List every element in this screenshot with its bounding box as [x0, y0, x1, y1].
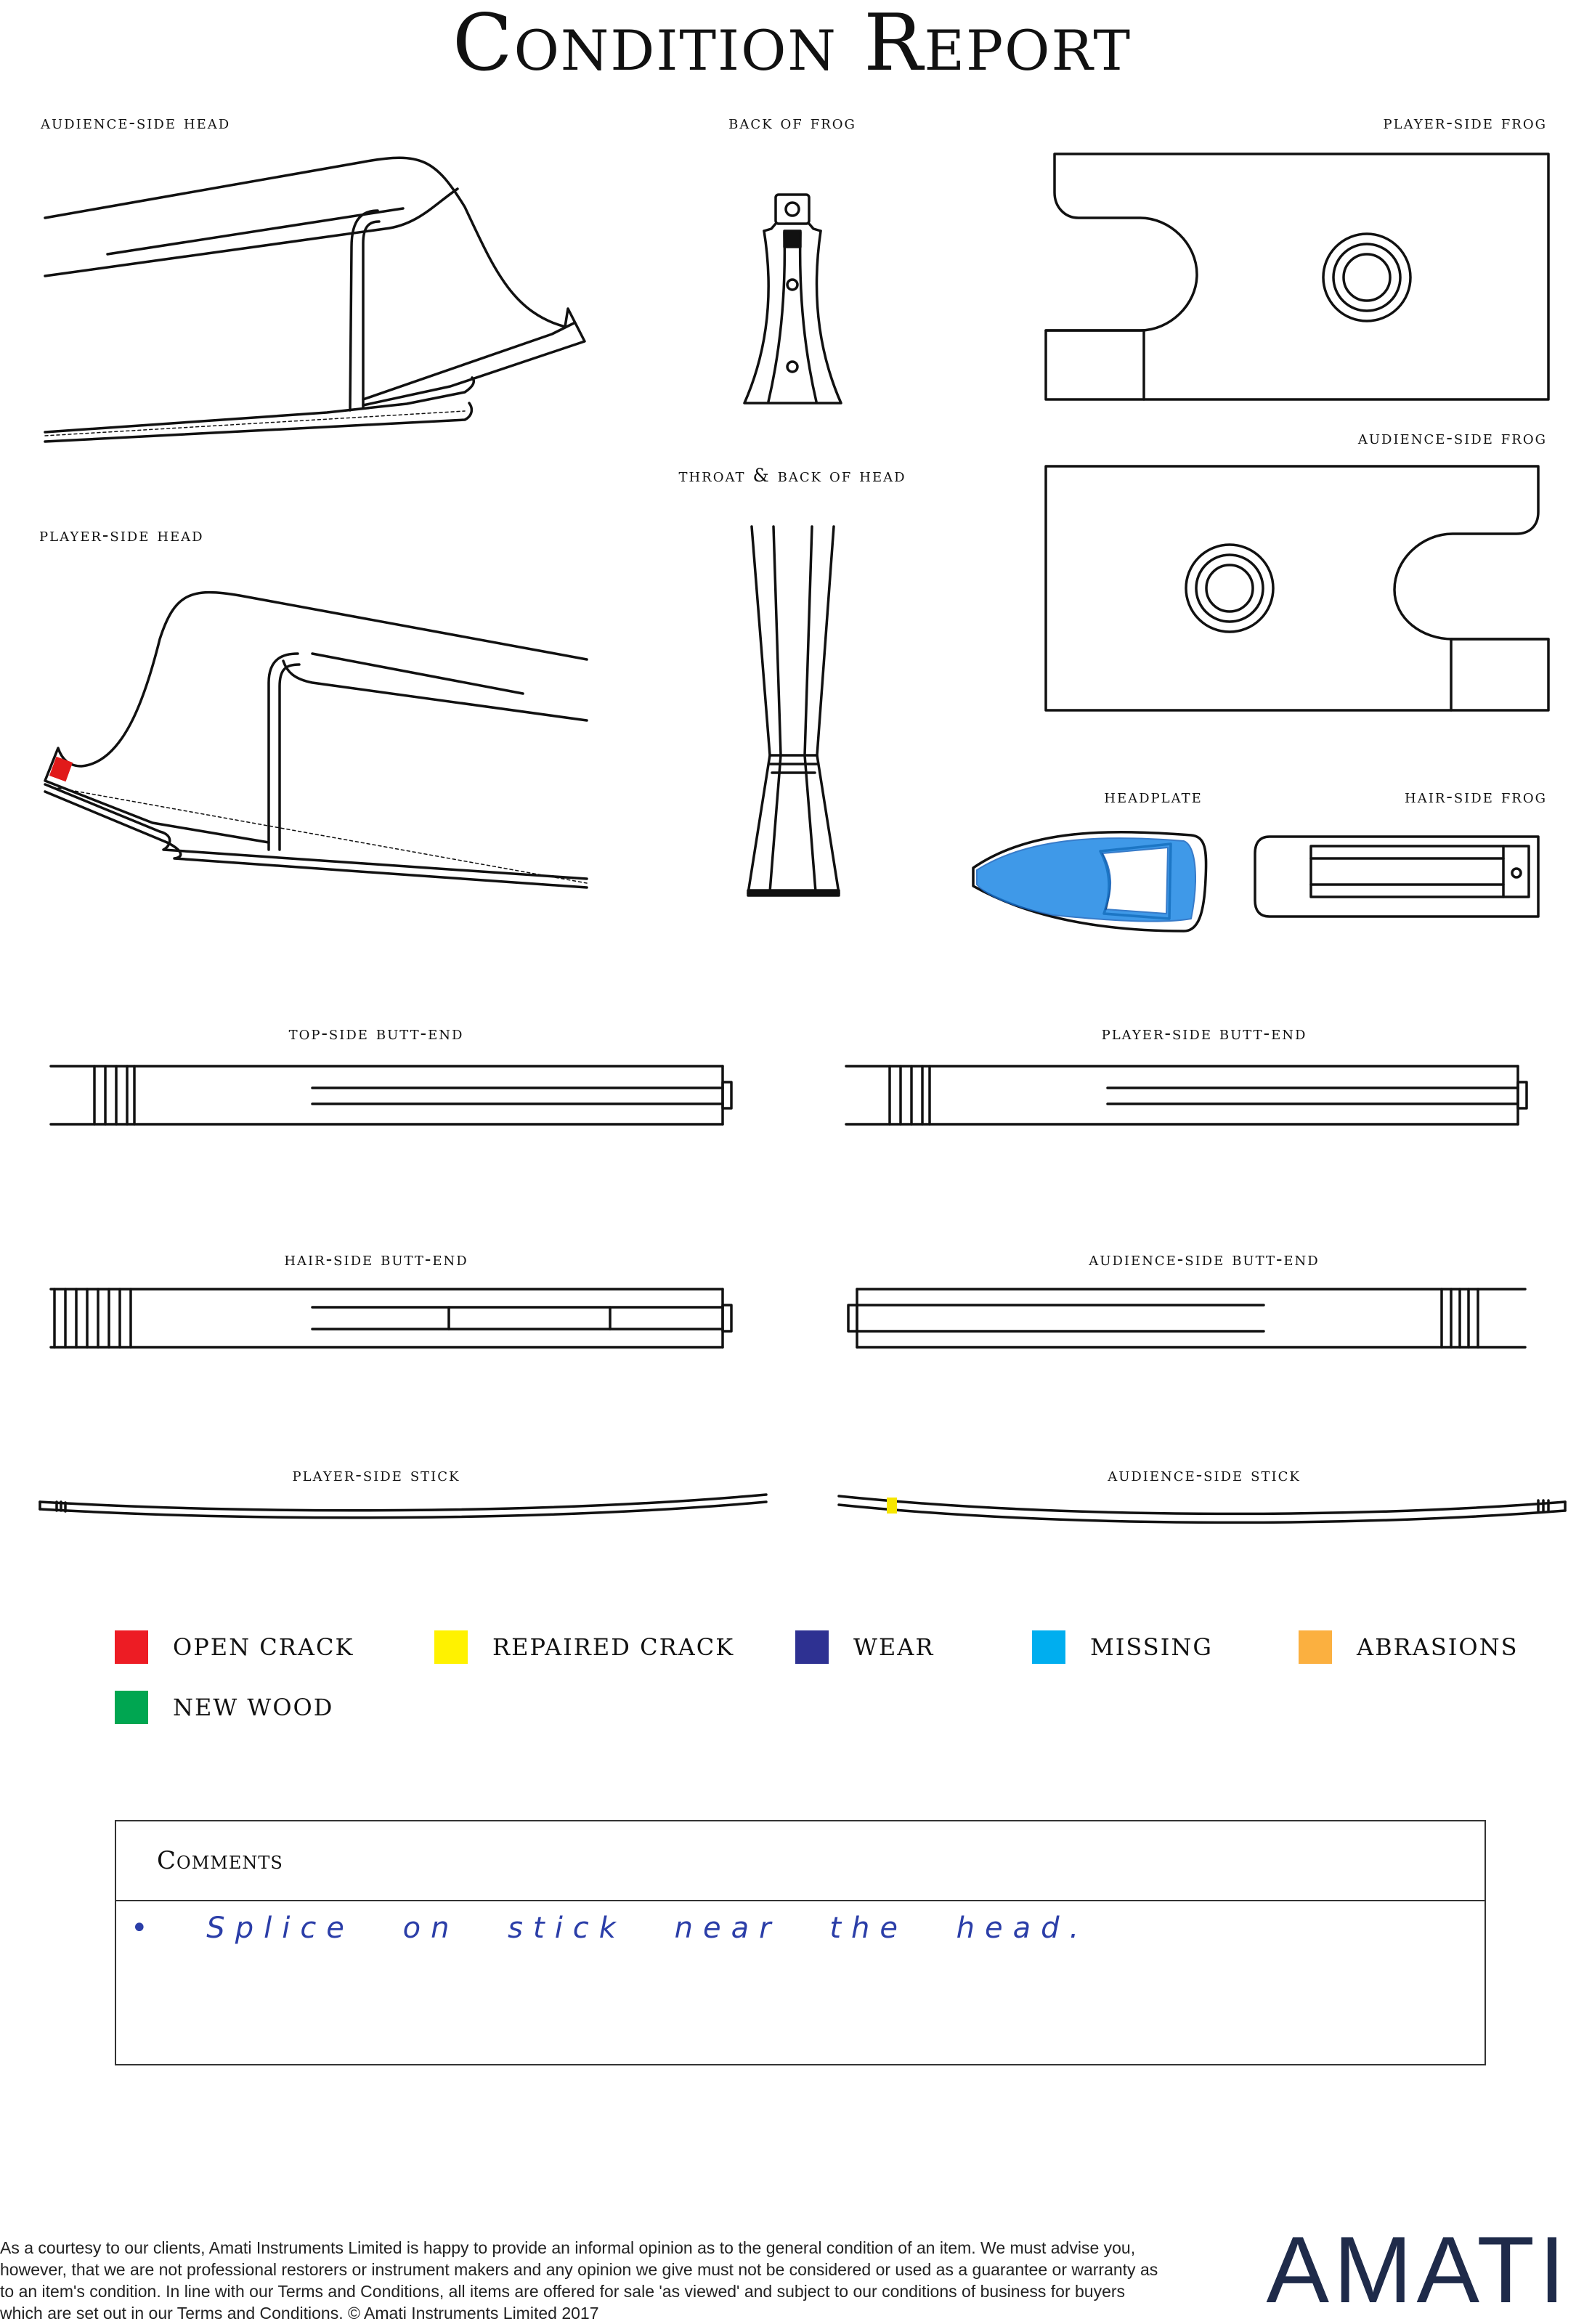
label-player-side-head: player-side head [39, 524, 204, 545]
hair-side-butt-end-drawing [51, 1289, 731, 1347]
player-side-frog-drawing [1046, 154, 1548, 399]
audience-side-stick-drawing [839, 1496, 1565, 1522]
page-title: Condition Report [452, 0, 1132, 89]
back-of-frog-drawing [744, 195, 841, 403]
label-top-side-butt-end: top-side butt-end [288, 1023, 464, 1044]
player-side-butt-end-drawing [846, 1066, 1527, 1124]
legend-new-wood [115, 1691, 333, 1724]
legend-label: ABRASIONS [1357, 1633, 1519, 1661]
label-audience-side-butt-end: audience-side butt-end [1089, 1248, 1320, 1269]
comments-handwritten-text[interactable]: • Splice on stick near the head. [131, 1911, 1089, 1945]
legend-wear [795, 1630, 934, 1664]
label-audience-side-head: audience-side head [41, 112, 231, 133]
label-hair-side-frog: hair-side frog [1405, 786, 1547, 807]
audience-side-head-drawing [45, 158, 585, 442]
player-side-stick-drawing [40, 1495, 766, 1518]
back-of-frog-eyelet [784, 231, 800, 247]
label-player-side-butt-end: player-side butt-end [1101, 1023, 1307, 1044]
legend-swatch-missing [1032, 1630, 1065, 1664]
top-side-butt-end-drawing [51, 1066, 731, 1124]
legend-open-crack [115, 1630, 354, 1664]
legend-label: REPAIRED CRACK [492, 1633, 735, 1661]
legend-repaired-crack [434, 1630, 734, 1664]
legend-swatch-wear [795, 1630, 829, 1664]
legend-swatch-repaired-crack [434, 1630, 468, 1664]
comments-box[interactable] [115, 1820, 1486, 2065]
label-throat-back-of-head: throat & back of head [678, 465, 906, 486]
headplate-missing-mark [977, 838, 1195, 922]
audience-side-butt-end-drawing [848, 1289, 1525, 1347]
legend-label: WEAR [853, 1633, 935, 1661]
label-back-of-frog: back of frog [728, 112, 856, 133]
legend-abrasions [1299, 1630, 1519, 1664]
legend-label: OPEN CRACK [173, 1633, 354, 1661]
label-audience-side-frog: audience-side frog [1357, 427, 1547, 448]
legend-missing [1032, 1630, 1213, 1664]
legend-label: MISSING [1090, 1633, 1213, 1661]
player-side-head-drawing [45, 593, 587, 887]
legend-swatch-open-crack [115, 1630, 148, 1664]
legend-label: NEW WOOD [173, 1694, 334, 1721]
repaired-crack-mark [887, 1498, 897, 1514]
amati-logo: AMATI [1266, 2217, 1569, 2323]
comments-heading: Comments [116, 1821, 1485, 1901]
label-audience-side-stick: audience-side stick [1108, 1464, 1301, 1485]
legend-swatch-new-wood [115, 1691, 148, 1724]
throat-back-of-head-drawing [748, 527, 839, 893]
footer-disclaimer: As a courtesy to our clients, Amati Instruments Limited is happy to provide an informal opinion as to the general condition of an item. We must advise you, however, that we are not professional restorers or instrument makers and any opinion we give must not be considered or used as a guarantee or warranty as to an item's condition. In line with our Terms and Conditions, all items are offered for sale 'as viewed' and subject to our conditions of business for buyers which are set out in our Terms and Conditions. © Amati Instruments Limited 2017 [0, 2238, 1158, 2323]
label-hair-side-butt-end: hair-side butt-end [284, 1248, 468, 1269]
audience-side-frog-drawing [1046, 466, 1548, 710]
legend-swatch-abrasions [1299, 1630, 1332, 1664]
label-headplate: headplate [1104, 786, 1203, 807]
label-player-side-frog: player-side frog [1383, 112, 1547, 133]
hair-side-frog-drawing [1255, 837, 1538, 917]
label-player-side-stick: player-side stick [292, 1464, 460, 1485]
throat-tip-bar [748, 890, 839, 895]
